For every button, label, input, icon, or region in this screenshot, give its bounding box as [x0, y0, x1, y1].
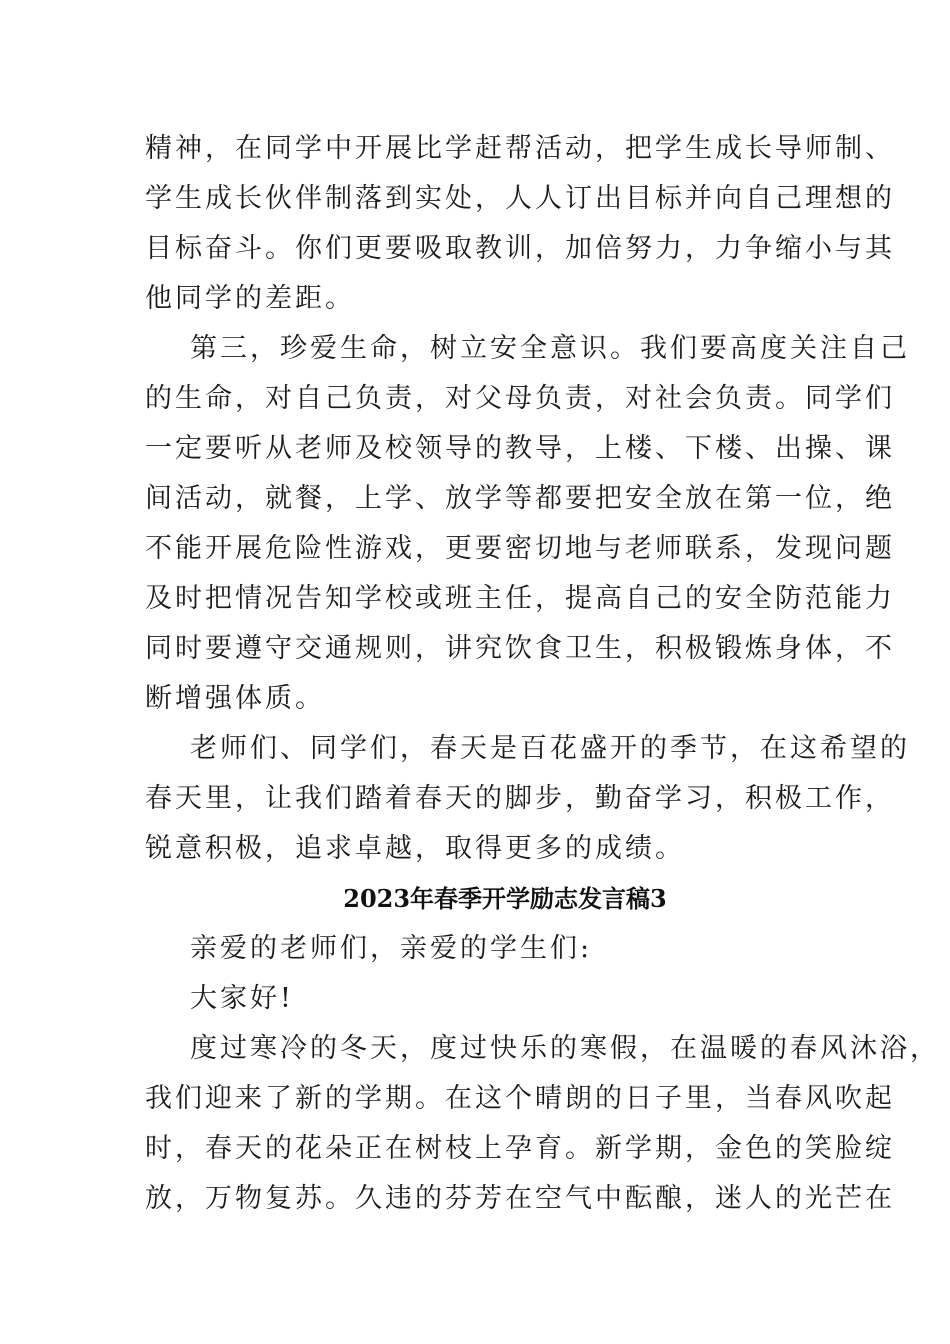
text-line: 间活动，就餐，上学、放学等都要把安全放在第一位，绝 [145, 483, 895, 514]
text-line: 同时要遵守交通规则，讲究饮食卫生，积极锻炼身体，不 [145, 633, 895, 664]
salutation: 亲爱的老师们，亲爱的学生们: [190, 933, 593, 964]
text-line: 断增强体质。 [145, 683, 325, 714]
text-line: 我们迎来了新的学期。在这个晴朗的日子里，当春风吹起 [145, 1083, 895, 1114]
text-line: 精神，在同学中开展比学赶帮活动，把学生成长导师制、 [145, 133, 895, 164]
text-line: 不能开展危险性游戏，更要密切地与老师联系，发现问题 [145, 533, 895, 564]
text-line: 目标奋斗。你们更要吸取教训，加倍努力，力争缩小与其 [145, 233, 895, 264]
paragraph-first-line: 老师们、同学们，春天是百花盛开的季节，在这希望的 [190, 733, 910, 764]
text-line: 一定要听从老师及校领导的教导，上楼、下楼、出操、课 [145, 433, 895, 464]
text-line: 春天里，让我们踏着春天的脚步，勤奋学习，积极工作， [145, 783, 895, 814]
text-line: 的生命，对自己负责，对父母负责，对社会负责。同学们 [145, 383, 895, 414]
section-title: 2023年春季开学励志发言稿3 [343, 884, 667, 913]
text-line: 放，万物复苏。久违的芬芳在空气中酝酿，迷人的光芒在 [145, 1183, 895, 1214]
text-line: 及时把情况告知学校或班主任，提高自己的安全防范能力 [145, 583, 895, 614]
text-line: 学生成长伙伴制落到实处，人人订出目标并向自己理想的 [145, 183, 895, 214]
paragraph-first-line: 第三，珍爱生命，树立安全意识。我们要高度关注自己 [190, 333, 910, 364]
paragraph-first-line: 度过寒冷的冬天，度过快乐的寒假，在温暖的春风沐浴， [190, 1033, 940, 1064]
text-line: 时，春天的花朵正在树枝上孕育。新学期，金色的笑脸绽 [145, 1133, 895, 1164]
text-line: 锐意积极，追求卓越，取得更多的成绩。 [145, 833, 685, 864]
text-line: 他同学的差距。 [145, 283, 355, 314]
greeting: 大家好! [190, 983, 294, 1014]
